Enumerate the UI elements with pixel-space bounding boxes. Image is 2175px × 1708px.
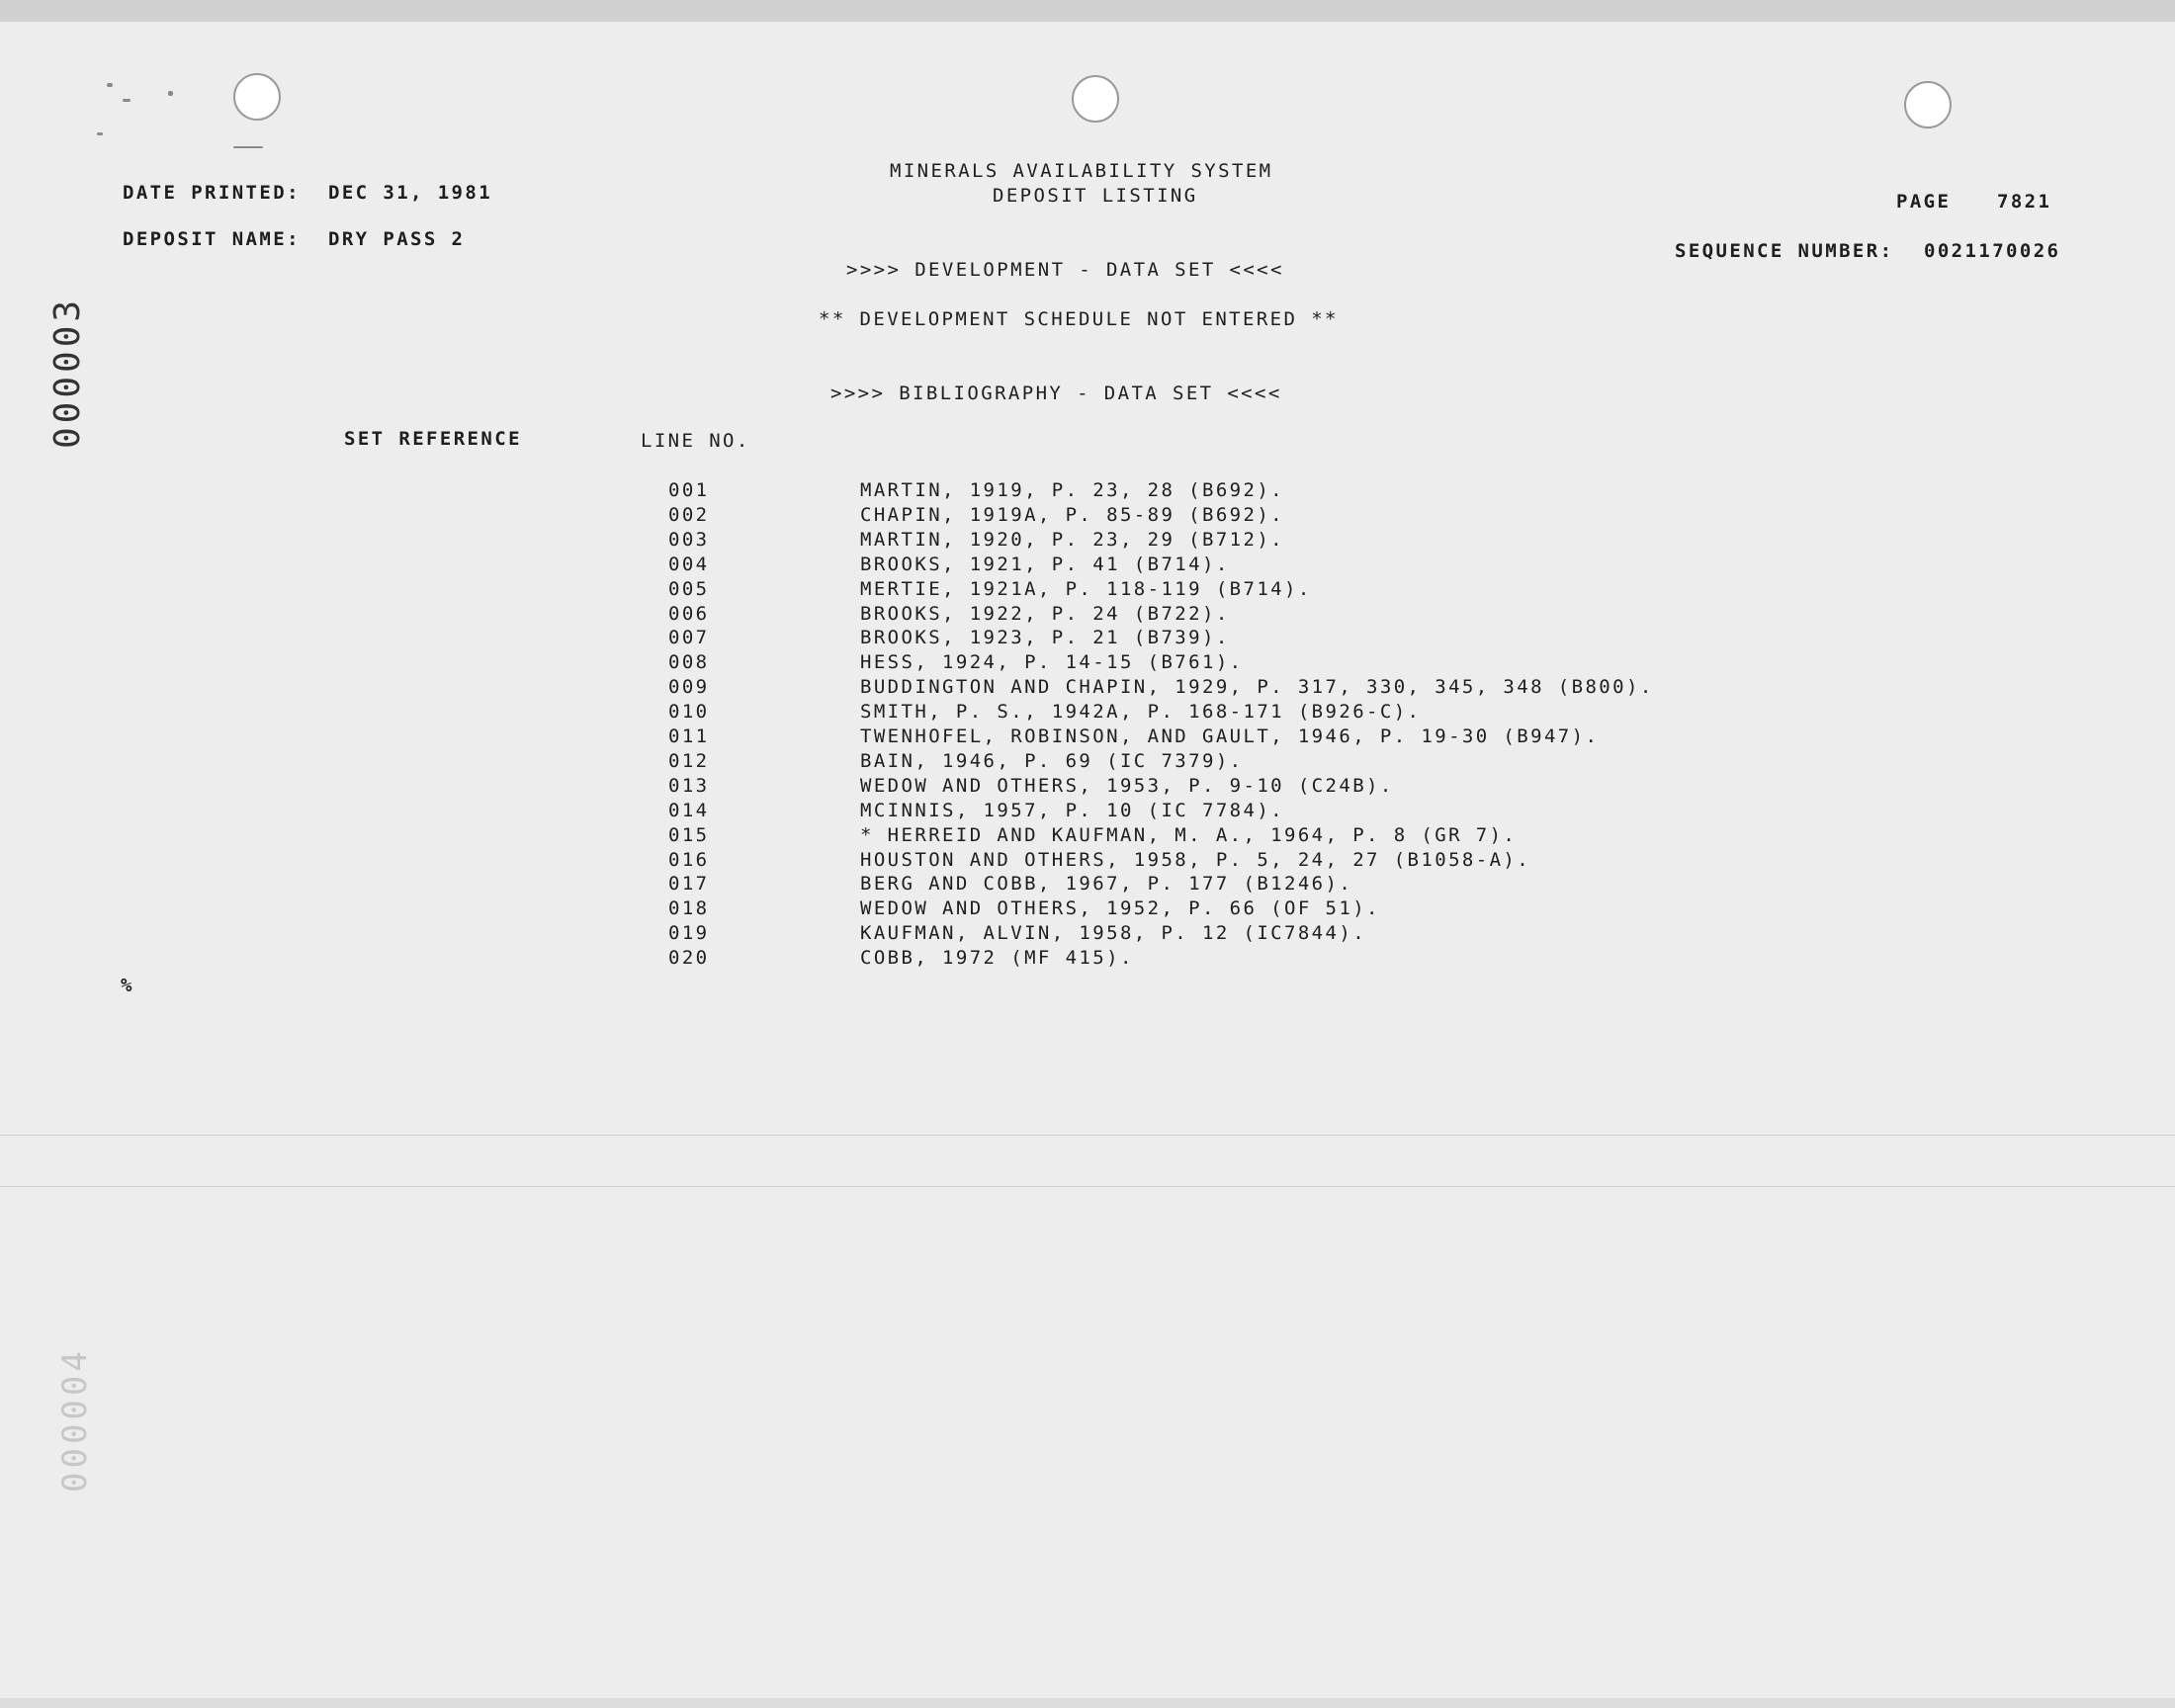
line-number: 005: [668, 578, 710, 600]
reference-text: TWENHOFEL, ROBINSON, AND GAULT, 1946, P. 19-30 (B947).: [860, 726, 1600, 747]
reference-text: HESS, 1924, P. 14-15 (B761).: [860, 651, 1244, 673]
bibliography-heading: >>>> BIBLIOGRAPHY - DATA SET <<<<: [830, 383, 1282, 404]
line-number: 012: [668, 750, 710, 772]
binder-hole-center: [1072, 75, 1119, 123]
line-number: 010: [668, 701, 710, 723]
line-number: 015: [668, 824, 710, 846]
line-number: 011: [668, 726, 710, 747]
development-heading: >>>> DEVELOPMENT - DATA SET <<<<: [846, 259, 1284, 281]
binder-hole-left: [233, 73, 281, 121]
smudge-mark: [168, 91, 173, 96]
listing-title: DEPOSIT LISTING: [993, 185, 1198, 207]
reference-text: MERTIE, 1921A, P. 118-119 (B714).: [860, 578, 1312, 600]
line-number: 001: [668, 479, 710, 501]
smudge-mark: [233, 146, 263, 148]
reference-text: * HERREID AND KAUFMAN, M. A., 1964, P. 8 (GR 7).: [860, 824, 1518, 846]
page-bottom-edge: [0, 1698, 2175, 1708]
reference-text: BROOKS, 1923, P. 21 (B739).: [860, 627, 1230, 648]
col-header-line-no: LINE NO.: [641, 430, 750, 452]
smudge-mark: [123, 99, 130, 102]
reference-text: BAIN, 1946, P. 69 (IC 7379).: [860, 750, 1244, 772]
system-title: MINERALS AVAILABILITY SYSTEM: [890, 160, 1273, 182]
line-number: 018: [668, 897, 710, 919]
reference-text: WEDOW AND OTHERS, 1952, P. 66 (OF 51).: [860, 897, 1380, 919]
reference-text: COBB, 1972 (MF 415).: [860, 947, 1134, 969]
margin-stamp-text: 000003: [47, 296, 88, 449]
line-number: 006: [668, 603, 710, 625]
date-printed-value: DEC 31, 1981: [328, 182, 493, 204]
smudge-mark: [107, 83, 113, 87]
deposit-name-label: DEPOSIT NAME:: [123, 228, 301, 250]
line-number: 009: [668, 676, 710, 698]
reference-text: KAUFMAN, ALVIN, 1958, P. 12 (IC7844).: [860, 922, 1367, 944]
line-number: 019: [668, 922, 710, 944]
binder-hole-right: [1904, 81, 1952, 128]
reference-text: HOUSTON AND OTHERS, 1958, P. 5, 24, 27 (B1058-A).: [860, 849, 1531, 871]
col-header-set-reference: SET REFERENCE: [344, 428, 522, 450]
reference-text: CHAPIN, 1919A, P. 85-89 (B692).: [860, 504, 1285, 526]
line-number: 003: [668, 529, 710, 551]
line-number: 020: [668, 947, 710, 969]
development-note: ** DEVELOPMENT SCHEDULE NOT ENTERED **: [819, 308, 1339, 330]
line-number: 008: [668, 651, 710, 673]
fold-line: [0, 1186, 2175, 1187]
reference-text: BUDDINGTON AND CHAPIN, 1929, P. 317, 330, 345, 348 (B800).: [860, 676, 1654, 698]
reference-text: BERG AND COBB, 1967, P. 177 (B1246).: [860, 873, 1353, 895]
smudge-mark: [97, 132, 103, 135]
line-number: 004: [668, 554, 710, 575]
reference-text: WEDOW AND OTHERS, 1953, P. 9-10 (C24B).: [860, 775, 1394, 797]
sequence-label: SEQUENCE NUMBER:: [1675, 240, 1894, 262]
reference-text: MARTIN, 1919, P. 23, 28 (B692).: [860, 479, 1285, 501]
page-top-edge: [0, 0, 2175, 22]
margin-stamp-faint-text: 000004: [55, 1347, 95, 1493]
reference-text: BROOKS, 1921, P. 41 (B714).: [860, 554, 1230, 575]
reference-text: SMITH, P. S., 1942A, P. 168-171 (B926-C).: [860, 701, 1422, 723]
sequence-number: 0021170026: [1924, 240, 2061, 262]
page-number: 7821: [1997, 191, 2052, 213]
reference-text: MARTIN, 1920, P. 23, 29 (B712).: [860, 529, 1285, 551]
deposit-name-value: DRY PASS 2: [328, 228, 466, 250]
line-number: 013: [668, 775, 710, 797]
footer-mark: %: [121, 975, 134, 996]
reference-text: BROOKS, 1922, P. 24 (B722).: [860, 603, 1230, 625]
fold-line: [0, 1135, 2175, 1136]
page-label: PAGE: [1896, 191, 1952, 213]
reference-text: MCINNIS, 1957, P. 10 (IC 7784).: [860, 800, 1285, 821]
line-number: 002: [668, 504, 710, 526]
line-number: 016: [668, 849, 710, 871]
date-printed-label: DATE PRINTED:: [123, 182, 301, 204]
line-number: 014: [668, 800, 710, 821]
margin-stamp: [47, 281, 107, 449]
line-number: 017: [668, 873, 710, 895]
line-number: 007: [668, 627, 710, 648]
